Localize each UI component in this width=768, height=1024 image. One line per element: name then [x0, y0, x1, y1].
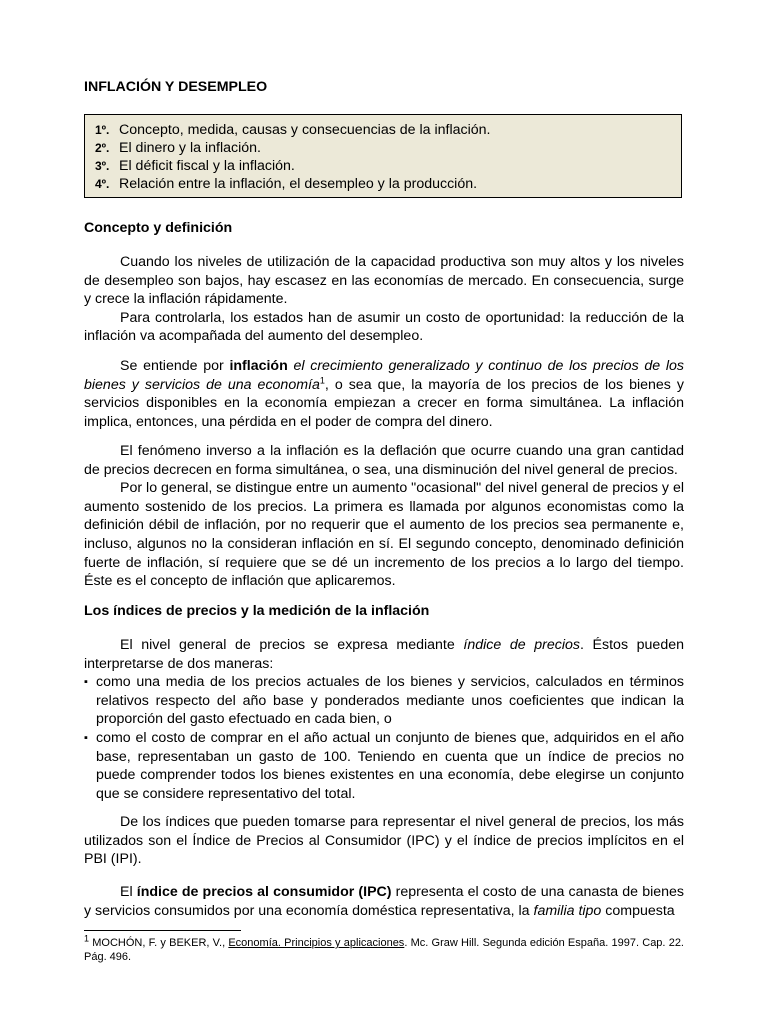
bullet-marker: ▪	[84, 731, 88, 744]
paragraph	[84, 883, 684, 920]
contents-item-text: Relación entre la inflación, el desempleo y la producción.	[119, 176, 478, 192]
section-heading-indices: Los índices de precios y la medición de la inflación	[84, 603, 430, 619]
section-concepto-body	[84, 253, 684, 346]
paragraph: De los índices que pueden tomarse para representar el nivel general de precios, los más utilizados son el Índice de Precios al Consumidor (IPC) y el índice de precios implícitos en el PBI (IPI).	[84, 814, 684, 868]
paragraph: El fenómeno inverso a la inflación es la deflación que ocurre cuando una gran cantidad de precios decrecen en forma simultánea, o sea, una disminución del nivel general de precios.	[84, 443, 684, 478]
footnote-reference[interactable]: 1	[319, 374, 325, 385]
contents-item	[95, 139, 681, 157]
text-run: MOCHÓN, F. y BEKER, V.,	[89, 937, 229, 949]
text-run: . Mc. Graw Hill. Segunda edición España. 1997. Cap. 22. Pág. 496.	[84, 937, 684, 963]
italic-term: familia tipo	[533, 902, 602, 919]
paragraph-indices-usados	[84, 813, 684, 869]
footnote	[84, 933, 684, 964]
contents-item-text: El dinero y la inflación.	[119, 140, 261, 156]
footnote-separator	[84, 930, 241, 931]
paragraph-deflacion	[84, 442, 684, 591]
footnote-number: 1	[84, 933, 90, 944]
list-item	[84, 673, 684, 729]
contents-item	[95, 121, 681, 139]
contents-item	[95, 175, 681, 193]
section-indices-body	[84, 636, 684, 803]
bullet-marker: ▪	[84, 676, 88, 689]
bold-term: inflación	[229, 358, 288, 374]
contents-item-text: El déficit fiscal y la inflación.	[119, 158, 295, 174]
paragraph: Para controlarla, los estados han de asumir un costo de oportunidad: la reducción de la inflación va acompañada del aumento del desempleo.	[84, 309, 684, 345]
text-run: El	[120, 884, 137, 900]
text-run: El nivel general de precios se expresa mediante	[120, 637, 464, 653]
contents-item-text: Concepto, medida, causas y consecuencias de la inflación.	[119, 122, 491, 138]
text-run: representa el costo de una canasta de bienes y servicios consumidos por una economía doméstica representativa, la	[84, 884, 684, 919]
book-title: Economía. Principios y aplicaciones	[228, 937, 405, 949]
paragraph	[84, 636, 684, 673]
contents-item-number: 4º.	[95, 177, 110, 191]
section-heading-concepto: Concepto y definición	[84, 220, 233, 236]
paragraph-definicion-inflacion	[84, 357, 684, 431]
list-item-text: como el costo de comprar en el año actual un conjunto de bienes que, adquiridos en el año base, representaban un gasto de 100. Teniendo en cuenta que un índice de precios no puede comprender todos los bienes existentes en una economía, debe elegirse un conjunto que se considere representativo del total.	[96, 729, 684, 802]
paragraph	[84, 357, 684, 431]
text-run: . Éstos pueden interpretarse de dos maneras:	[84, 637, 684, 672]
italic-definition: el crecimiento generalizado y continuo de los precios de los bienes y servicios de una economía	[84, 358, 685, 393]
document-title: INFLACIÓN Y DESEMPLEO	[84, 79, 268, 95]
italic-term: índice de precios	[463, 637, 580, 653]
paragraph: Cuando los niveles de utilización de la capacidad productiva son muy altos y los niveles de desempleo son bajos, hay escasez en las economías de mercado. En consecuencia, surge y crece la inflación rápidamente.	[84, 254, 684, 308]
contents-box	[84, 114, 682, 198]
contents-item-number: 3º.	[95, 159, 110, 173]
paragraph-ipc	[84, 883, 684, 921]
contents-item-number: 1º.	[95, 123, 110, 137]
text-run: , o sea que, la mayoría de los precios de los bienes y servicios disponibles en la economía empiezan a crecer en forma simultánea. La inflación implica, entonces, una pérdida en el poder de compra del dinero.	[84, 376, 684, 430]
text-run: compuesta	[601, 902, 675, 919]
paragraph: Por lo general, se distingue entre un aumento "ocasional" del nivel general de precios y el aumento sostenido de los precios. La primera es llamada por algunos economistas como la definición débil de inflación, por no requerir que el aumento de los precios sea permanente e, incluso, algunos no la consideran inflación en sí. El segundo concepto, denominado definición fuerte de inflación, sí requiere que se dé un incremento de los precios a lo largo del tiempo. Éste es el concepto de inflación que aplicaremos.	[84, 480, 684, 590]
bold-term: índice de precios al consumidor (IPC)	[136, 884, 392, 900]
contents-item-number: 2º.	[95, 141, 110, 155]
list-item-text: como una media de los precios actuales de los bienes y servicios, calculados en términos relativos respecto del año base y ponderados mediante unos coeficientes que indican la proporción del gasto efectuado en cada bien, o	[96, 674, 684, 728]
contents-item	[95, 157, 681, 175]
text-run: Se entiende por	[120, 358, 230, 374]
list-item	[84, 729, 684, 803]
